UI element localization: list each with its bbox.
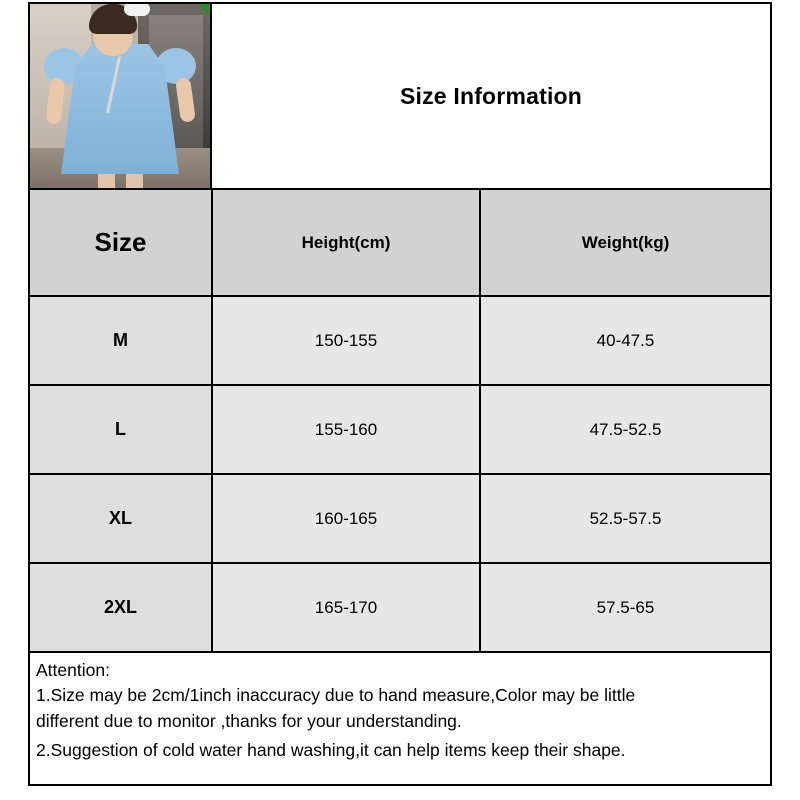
product-photo-image bbox=[30, 4, 210, 188]
cell-size: XL bbox=[30, 474, 212, 563]
page-title: Size Information bbox=[399, 82, 583, 109]
chart-header-band bbox=[30, 4, 770, 190]
cell-size: M bbox=[30, 296, 212, 385]
photo-hair-bow bbox=[124, 4, 150, 16]
cell-height: 160-165 bbox=[212, 474, 480, 563]
cell-height: 165-170 bbox=[212, 563, 480, 652]
cell-weight: 47.5-52.5 bbox=[480, 385, 770, 474]
cell-size: 2XL bbox=[30, 563, 212, 652]
attention-block bbox=[30, 653, 770, 762]
cell-weight: 57.5-65 bbox=[480, 563, 770, 652]
table-header-row bbox=[30, 190, 770, 296]
size-chart-frame bbox=[28, 2, 772, 786]
table-row bbox=[30, 296, 770, 385]
size-table bbox=[30, 190, 770, 653]
cell-size: L bbox=[30, 385, 212, 474]
table-row bbox=[30, 385, 770, 474]
attention-line-1: 1.Size may be 2cm/1inch inaccuracy due to hand measure,Color may be little bbox=[36, 685, 636, 706]
cell-weight: 52.5-57.5 bbox=[480, 474, 770, 563]
table-row bbox=[30, 563, 770, 652]
column-header-height: Height(cm) bbox=[212, 190, 480, 296]
photo-dress bbox=[61, 44, 179, 174]
cell-height: 155-160 bbox=[212, 385, 480, 474]
column-header-size: Size bbox=[30, 190, 212, 296]
cell-weight: 40-47.5 bbox=[480, 296, 770, 385]
attention-line-2: different due to monitor ,thanks for your understanding. bbox=[36, 710, 462, 731]
attention-line-3: 2.Suggestion of cold water hand washing,it can help items keep their shape. bbox=[36, 739, 626, 760]
attention-heading: Attention: bbox=[36, 660, 110, 680]
table-row bbox=[30, 474, 770, 563]
column-header-weight: Weight(kg) bbox=[480, 190, 770, 296]
corner-marker-icon bbox=[198, 4, 210, 16]
title-cell bbox=[212, 4, 770, 188]
cell-height: 150-155 bbox=[212, 296, 480, 385]
product-photo bbox=[30, 4, 212, 188]
